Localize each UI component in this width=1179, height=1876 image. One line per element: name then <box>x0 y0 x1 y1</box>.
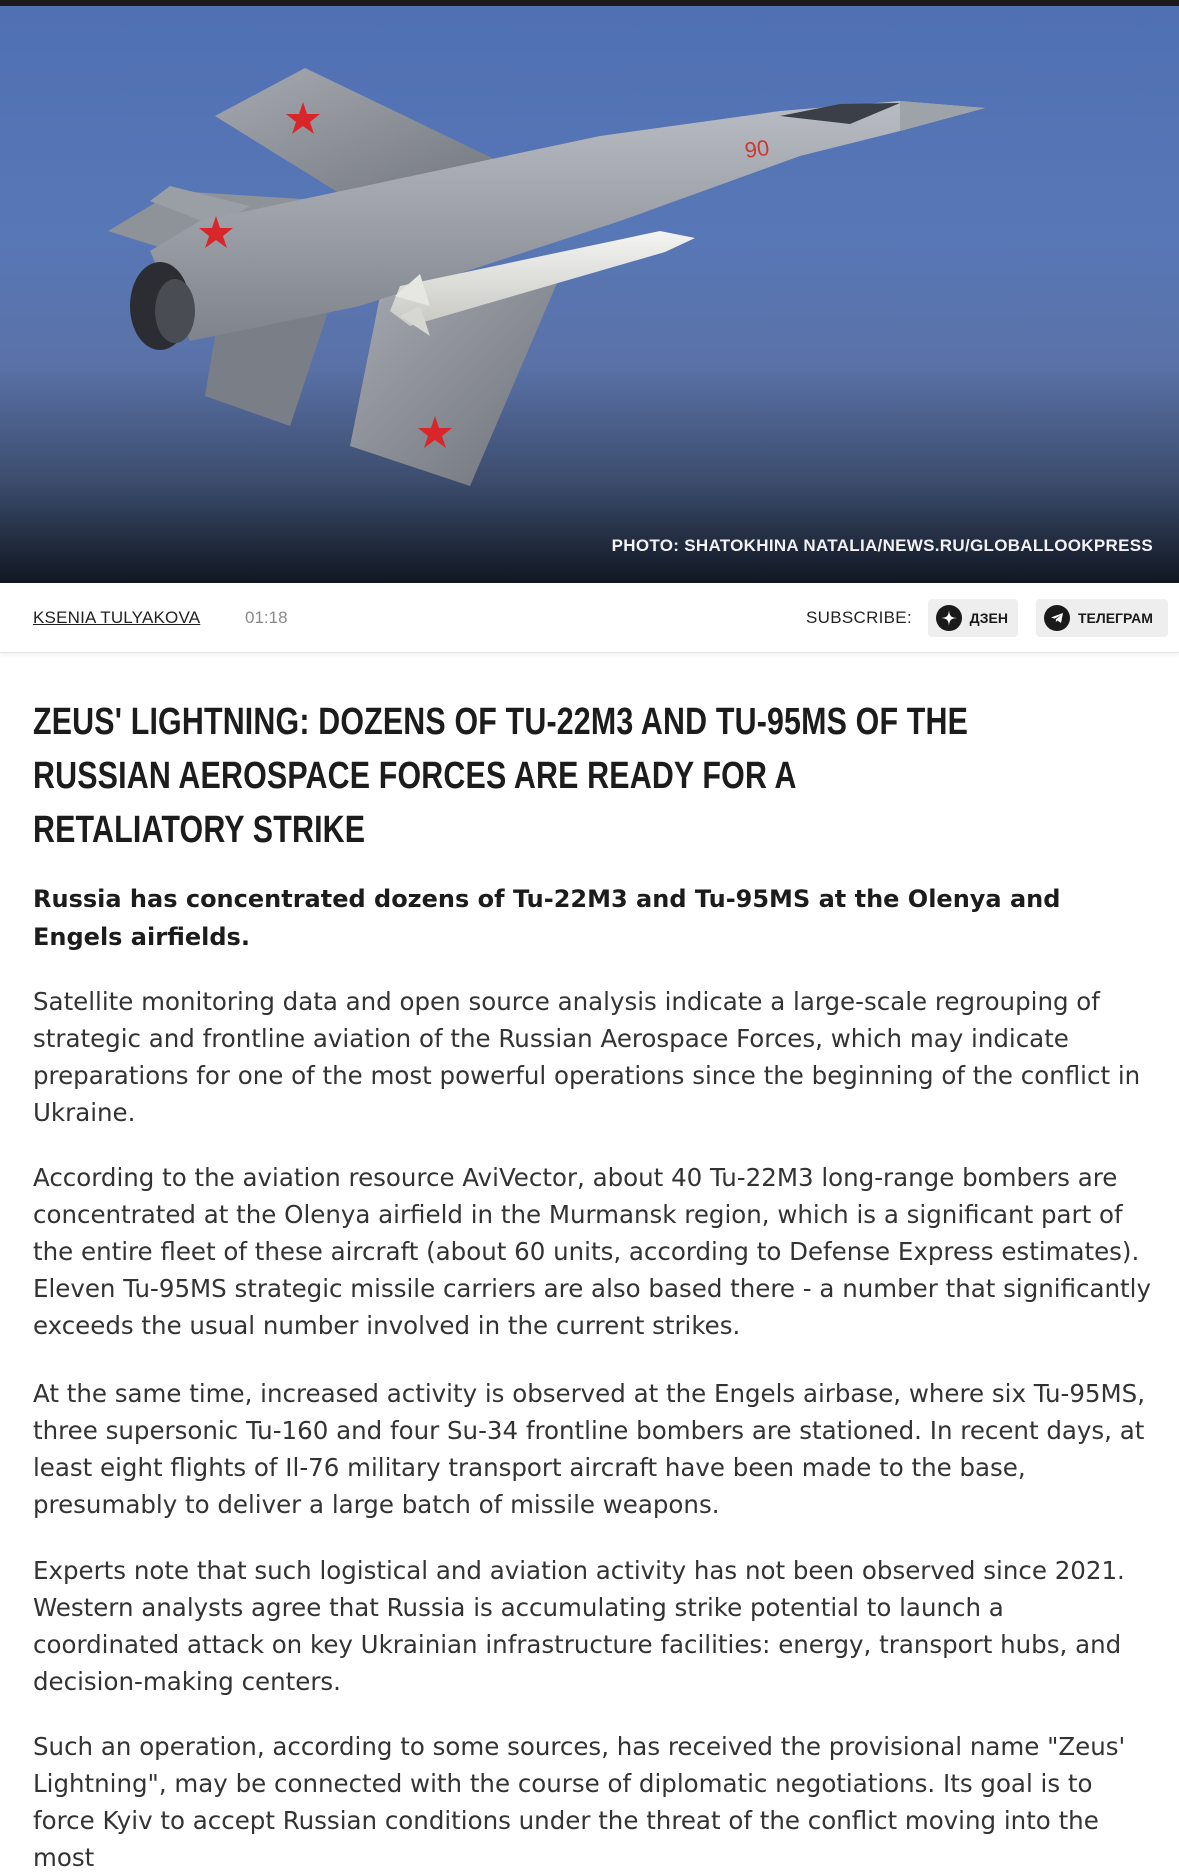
article-meta-bar <box>0 590 1179 653</box>
article-paragraph: Satellite monitoring data and open source analysis indicate a large-scale regrouping of strategic and frontline aviation of the Russian Aerospace Forces, which may indicate preparations for one of the most powerful operations since the beginning of the conflict in Ukraine. <box>33 987 1141 1127</box>
subscribe-dzen-button[interactable] <box>928 599 1018 637</box>
article-body <box>33 695 1153 1872</box>
article-lead: Russia has concentrated dozens of Tu-22M3 and Tu-95MS at the Olenya and Engels airfields. <box>33 885 1061 951</box>
photo-credit: PHOTO: SHATOKHINA NATALIA/NEWS.RU/GLOBALLOOKPRESS <box>611 536 1153 555</box>
hero-image <box>0 6 1179 583</box>
dzen-icon <box>936 605 962 631</box>
article-headline: ZEUS' LIGHTNING: DOZENS OF TU-22M3 AND TU-95MS OF THE RUSSIAN AEROSPACE FORCES ARE READY FOR A RETALIATORY STRIKE <box>33 701 969 851</box>
subscribe-telegram-button[interactable] <box>1036 599 1168 637</box>
dzen-label: ДЗЕН <box>969 610 1008 626</box>
article-paragraph: Such an operation, according to some sources, has received the provisional name "Zeus' Lightning", may be connected with the course of diplomatic negotiations. Its goal is to force Kyiv to accept Russian conditions under the threat of the conflict moving into the most <box>33 1732 1126 1872</box>
telegram-icon <box>1044 605 1070 631</box>
subscribe-label: SUBSCRIBE: <box>806 608 912 627</box>
telegram-label: ТЕЛЕГРАМ <box>1078 610 1153 626</box>
aircraft-number: 90 <box>743 134 771 163</box>
article-paragraph: According to the aviation resource AviVector, about 40 Tu-22M3 long-range bombers are concentrated at the Olenya airfield in the Murmansk region, which is a significant part of the entire fleet of these aircraft (about 60 units, according to Defense Express estimates). Eleven Tu-95MS strategic missile carriers are also based there - a number that significantly exceeds the usual number involved in the current strikes. <box>33 1163 1151 1340</box>
article-paragraph: At the same time, increased activity is observed at the Engels airbase, where six Tu-95MS, three supersonic Tu-160 and four Su-34 frontline bombers are stationed. In recent days, at least eight flights of Il-76 military transport aircraft have been made to the base, presumably to deliver a large batch of missile weapons. <box>33 1379 1145 1519</box>
jet-illustration <box>0 6 1179 583</box>
author-link[interactable]: KSENIA TULYAKOVA <box>33 608 201 627</box>
article-paragraph: Experts note that such logistical and aviation activity has not been observed since 2021. Western analysts agree that Russia is accumulating strike potential to launch a coordinated attack on key Ukrainian infrastructure facilities: energy, transport hubs, and decision-making centers. <box>33 1556 1125 1696</box>
publish-time: 01:18 <box>245 608 288 627</box>
